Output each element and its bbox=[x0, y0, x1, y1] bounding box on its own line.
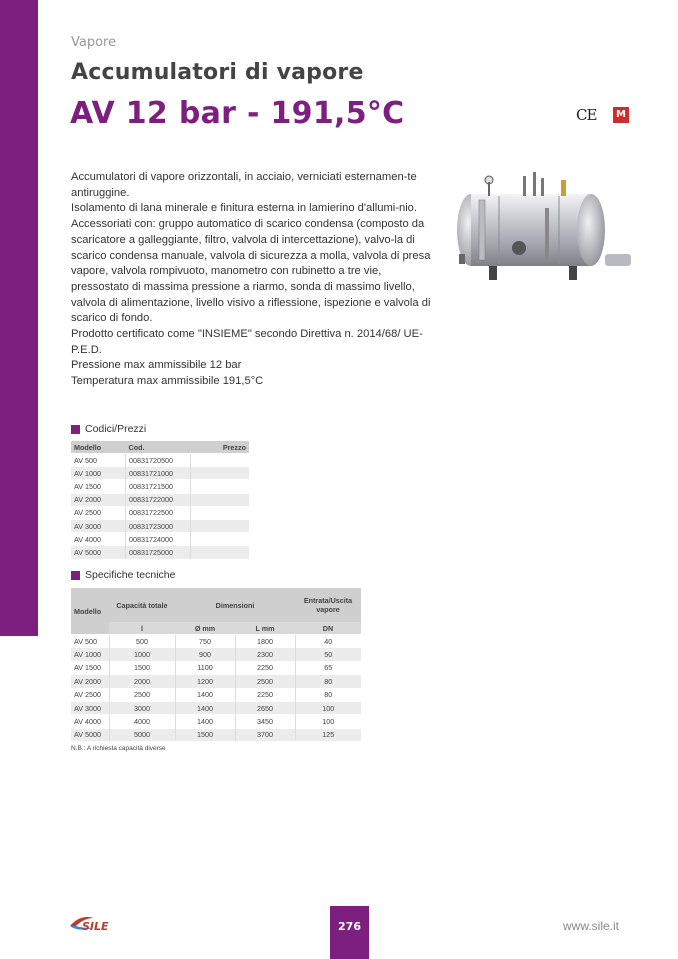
table-row bbox=[71, 454, 249, 467]
desc-paragraph: Temperatura max ammissibile 191,5°C bbox=[71, 375, 264, 388]
cell-model: AV 1500 bbox=[71, 480, 126, 493]
codes-table bbox=[71, 441, 249, 559]
table-row bbox=[71, 675, 361, 688]
cell-length: 3450 bbox=[235, 715, 295, 728]
table-row bbox=[71, 661, 361, 674]
cell-price bbox=[191, 533, 250, 546]
codes-section-title bbox=[71, 423, 146, 435]
cell-price bbox=[191, 519, 250, 532]
specs-table bbox=[71, 588, 361, 741]
cell-code: 00831720500 bbox=[126, 454, 191, 467]
cell-model: AV 2000 bbox=[71, 493, 126, 506]
cell-length: 2250 bbox=[235, 661, 295, 674]
cell-model: AV 500 bbox=[71, 635, 109, 648]
cell-capacity: 500 bbox=[109, 635, 175, 648]
cell-model: AV 500 bbox=[71, 454, 126, 467]
cell-dn: 80 bbox=[295, 688, 361, 701]
cell-code: 00831722500 bbox=[126, 506, 191, 519]
cell-capacity: 2000 bbox=[109, 675, 175, 688]
cell-length: 3700 bbox=[235, 728, 295, 741]
table-row bbox=[71, 546, 249, 559]
cell-diameter: 1400 bbox=[175, 715, 235, 728]
table-row bbox=[71, 688, 361, 701]
cell-capacity: 2500 bbox=[109, 688, 175, 701]
cell-model: AV 2500 bbox=[71, 688, 109, 701]
table-row bbox=[71, 480, 249, 493]
unit-length: L mm bbox=[235, 622, 295, 635]
col-header-capacity: Capacità totale bbox=[109, 588, 175, 622]
cell-length: 2500 bbox=[235, 675, 295, 688]
cell-code: 00831724000 bbox=[126, 533, 191, 546]
desc-paragraph: Pressione max ammissibile 12 bar bbox=[71, 359, 242, 372]
table-row bbox=[71, 533, 249, 546]
cell-diameter: 1400 bbox=[175, 701, 235, 714]
cell-diameter: 750 bbox=[175, 635, 235, 648]
unit-capacity: l bbox=[109, 622, 175, 635]
unit-dn: DN bbox=[295, 622, 361, 635]
col-header-inout: Entrata/Uscita vapore bbox=[295, 588, 361, 622]
cell-diameter: 1500 bbox=[175, 728, 235, 741]
col-header-code: Cod. bbox=[126, 441, 191, 454]
cell-model: AV 3000 bbox=[71, 519, 126, 532]
cell-diameter: 1100 bbox=[175, 661, 235, 674]
sile-logo bbox=[68, 912, 114, 934]
desc-paragraph: Prodotto certificato come "INSIEME" secondo Direttiva n. 2014/68/ UE-P.E.D. bbox=[71, 328, 423, 356]
cell-capacity: 1500 bbox=[109, 661, 175, 674]
cell-diameter: 1400 bbox=[175, 688, 235, 701]
cell-dn: 40 bbox=[295, 635, 361, 648]
desc-paragraph: Accessoriati con: gruppo automatico di scarico condensa (composto da scaricatore a galleggiante, filtro, valvola di intercettazione), valvo-la di scarico condensa manuale, valvola di sicurezza a molla, valvola di presa vapore, valvola rompivuoto, manometro con rubinetto a tre vie, pressostato di massima pressione a riarmo, sonda di massimo livello, valvola di alimentazione, livello visivo a riflessione, ispezione e valvola di scarico di fondo. bbox=[71, 218, 431, 325]
side-band bbox=[0, 0, 38, 636]
cell-capacity: 4000 bbox=[109, 715, 175, 728]
table-row bbox=[71, 635, 361, 648]
page-number: 276 bbox=[330, 906, 369, 959]
category-label: Vapore bbox=[71, 35, 117, 50]
cell-model: AV 5000 bbox=[71, 728, 109, 741]
cell-dn: 100 bbox=[295, 715, 361, 728]
unit-diameter: Ø mm bbox=[175, 622, 235, 635]
table-row bbox=[71, 715, 361, 728]
cell-code: 00831722000 bbox=[126, 493, 191, 506]
cell-price bbox=[191, 546, 250, 559]
table-row bbox=[71, 728, 361, 741]
cell-capacity: 3000 bbox=[109, 701, 175, 714]
cell-capacity: 5000 bbox=[109, 728, 175, 741]
cell-model: AV 2000 bbox=[71, 675, 109, 688]
cell-length: 2250 bbox=[235, 688, 295, 701]
cell-model: AV 1000 bbox=[71, 648, 109, 661]
col-header-price: Prezzo bbox=[191, 441, 250, 454]
table-row bbox=[71, 648, 361, 661]
table-row bbox=[71, 506, 249, 519]
cell-model: AV 2500 bbox=[71, 506, 126, 519]
cell-price bbox=[191, 506, 250, 519]
cell-code: 00831725000 bbox=[126, 546, 191, 559]
website-link[interactable]: www.sile.it bbox=[563, 919, 620, 933]
cell-capacity: 1000 bbox=[109, 648, 175, 661]
steam-accumulator-image bbox=[449, 168, 633, 288]
side-band-tip bbox=[0, 600, 38, 636]
section-bullet bbox=[71, 571, 80, 580]
cell-code: 00831721000 bbox=[126, 467, 191, 480]
specs-title-text: Specifiche tecniche bbox=[85, 569, 176, 581]
specs-note: N.B.: A richiesta capacità diverse bbox=[71, 745, 166, 752]
cell-price bbox=[191, 493, 250, 506]
cell-model: AV 1500 bbox=[71, 661, 109, 674]
cell-dn: 50 bbox=[295, 648, 361, 661]
specs-section-title bbox=[71, 569, 175, 581]
model-title: AV 12 bar - 191,5°C bbox=[70, 96, 405, 131]
cell-code: 00831721500 bbox=[126, 480, 191, 493]
cell-model: AV 4000 bbox=[71, 715, 109, 728]
page-title: Accumulatori di vapore bbox=[71, 60, 364, 85]
cell-code: 00831723000 bbox=[126, 519, 191, 532]
table-row bbox=[71, 493, 249, 506]
cell-dn: 125 bbox=[295, 728, 361, 741]
desc-paragraph: Accumulatori di vapore orizzontali, in acciaio, verniciati esternamen-te antiruggine. bbox=[71, 171, 417, 199]
cell-model: AV 1000 bbox=[71, 467, 126, 480]
cell-model: AV 5000 bbox=[71, 546, 126, 559]
cell-dn: 65 bbox=[295, 661, 361, 674]
m-mark: M bbox=[613, 107, 629, 123]
cell-dn: 100 bbox=[295, 701, 361, 714]
table-row bbox=[71, 701, 361, 714]
table-row bbox=[71, 519, 249, 532]
product-description bbox=[71, 170, 441, 390]
section-bullet bbox=[71, 425, 80, 434]
cell-price bbox=[191, 454, 250, 467]
cell-length: 2300 bbox=[235, 648, 295, 661]
table-row bbox=[71, 467, 249, 480]
col-header-dimensions: Dimensioni bbox=[175, 588, 295, 622]
ce-mark: CE bbox=[576, 106, 597, 124]
cell-length: 1800 bbox=[235, 635, 295, 648]
cell-model: AV 4000 bbox=[71, 533, 126, 546]
cell-diameter: 900 bbox=[175, 648, 235, 661]
cell-model: AV 3000 bbox=[71, 701, 109, 714]
logo-text: SILE bbox=[82, 920, 109, 933]
cell-length: 2650 bbox=[235, 701, 295, 714]
cell-price bbox=[191, 467, 250, 480]
cell-diameter: 1200 bbox=[175, 675, 235, 688]
desc-paragraph: Isolamento di lana minerale e finitura esterna in lamierino d'allumi-nio. bbox=[71, 202, 418, 215]
col-header-model: Modello bbox=[71, 588, 109, 635]
cell-price bbox=[191, 480, 250, 493]
codes-title-text: Codici/Prezzi bbox=[85, 423, 147, 435]
cell-dn: 80 bbox=[295, 675, 361, 688]
col-header-model: Modello bbox=[71, 441, 126, 454]
